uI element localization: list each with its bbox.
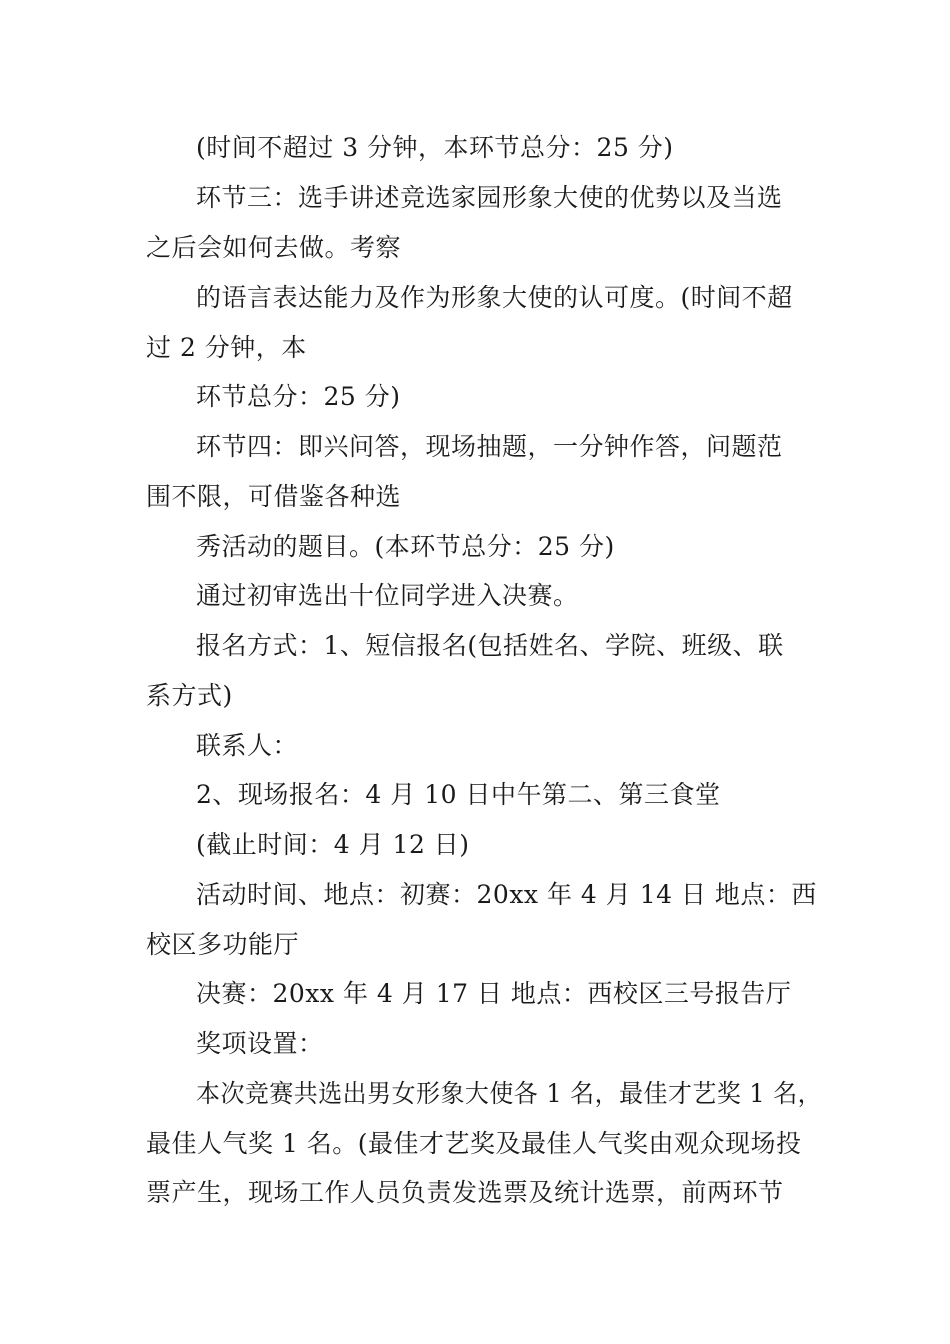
text-line: 决赛：20xx 年 4 月 17 日 地点：西校区三号报告厅 [196,979,792,1008]
text-line: 环节四：即兴问答，现场抽题，一分钟作答，问题范 [196,432,783,461]
text-line: 通过初审选出十位同学进入决赛。 [196,581,579,610]
text-line: 联系人： [196,731,299,760]
text-line: 过 2 分钟，本 [146,333,307,362]
text-line: 报名方式：1、短信报名(包括姓名、学院、班级、联 [196,631,784,660]
text-line: 的语言表达能力及作为形象大使的认可度。(时间不超 [196,283,793,312]
text-line: 最佳人气奖 1 名。(最佳才艺奖及最佳人气奖由观众现场投 [146,1129,802,1158]
text-line: (截止时间：4 月 12 日) [196,830,470,859]
text-line: 票产生，现场工作人员负责发选票及统计选票，前两环节 [146,1178,784,1207]
text-line: 秀活动的题目。(本环节总分：25 分) [196,532,615,561]
text-line: 系方式) [146,681,233,710]
text-line: 本次竞赛共选出男女形象大使各 1 名，最佳才艺奖 1 名， [196,1079,823,1108]
text-line: (时间不超过 3 分钟，本环节总分：25 分) [196,133,674,162]
text-line: 校区多功能厅 [146,930,300,959]
text-line: 2、现场报名：4 月 10 日中午第二、第三食堂 [196,780,721,809]
text-line: 围不限，可借鉴各种选 [146,482,402,511]
text-line: 环节总分：25 分) [196,382,401,411]
text-line: 奖项设置： [196,1029,324,1058]
text-line: 环节三：选手讲述竞选家园形象大使的优势以及当选 [196,183,783,212]
text-line: 之后会如何去做。考察 [146,233,402,262]
text-line: 活动时间、地点：初赛：20xx 年 4 月 14 日 地点：西 [196,880,817,909]
